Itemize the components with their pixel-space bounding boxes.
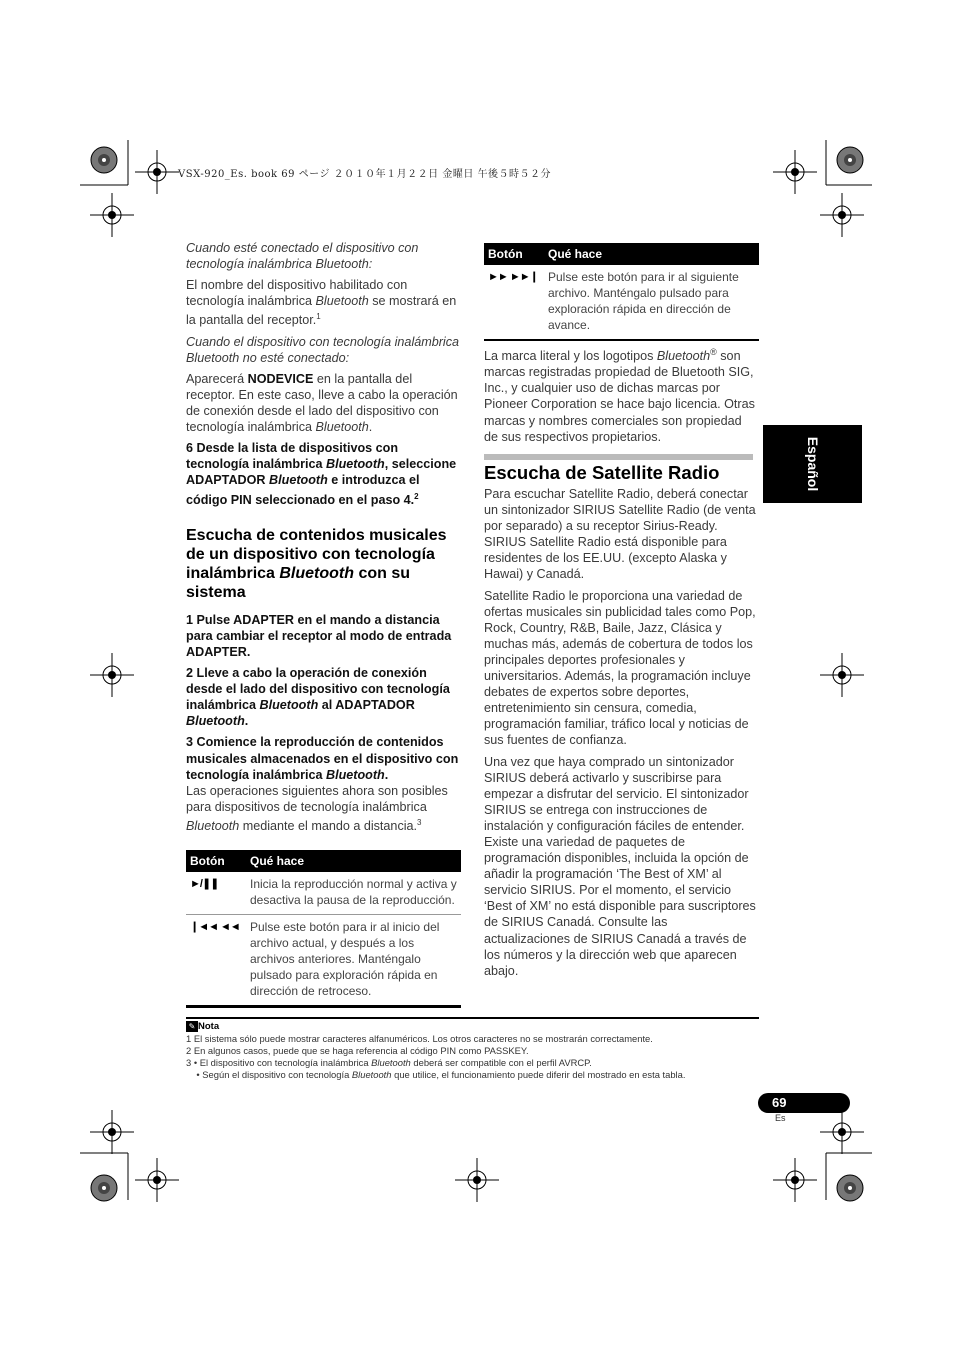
step-6: 6 Desde la lista de dispositivos con tecnología inalámbrica Bluetooth, seleccione ADAPTADOR Bluetooth e introduzca el código PIN seleccionado en el paso 4.$^2$ <box>186 441 457 507</box>
left-column <box>186 240 464 839</box>
satellite-paragraph-3: Una vez que haya comprado un sintonizador SIRIUS deberá activarlo y suscribirse para empezar a disfrutar del servicio. El sintonizador SIRIUS se entrega con instrucciones de instalación y configuración fáciles de entender. Existe una variedad de paquetes de programación disponibles, incluida la opción de añadir la programación ‘The Best of XM’ al servicio SIRIUS. Por el momento, el servicio ‘Best of XM’ no está disponible para suscriptores de SIRIUS Canadá. Consulte las actualizaciones de SIRIUS Canadá a través de los números y la dirección web que aparecen abajo. <box>484 754 756 978</box>
note-pencil-icon: ✎ <box>186 1021 198 1032</box>
satellite-paragraph-2: Satellite Radio le proporciona una variedad de ofertas musicales sin publicidad tales como Pop, Rock, Country, R&B, Baile, Jazz, Clásica y muchas más, además de cobertura de todos los principales deportes profesionales y universitarios. Además, la programación incluye debates de expertos sobre deportes, entretenimiento sin censura, comedia, programación familiar, tráfico local y noticias de sus fuentes de confianza. <box>484 588 756 748</box>
notes-title: ✎ Nota <box>186 1021 761 1033</box>
satellite-paragraph-1: Para escuchar Satellite Radio, deberá conectar un sintonizador SIRIUS Satellite Radio (de venta por separado) a su receptor Sirius-Ready. SIRIUS Satellite Radio está disponible para residentes de los EE.UU. (excepto Alaska y Hawai) y Canadá. <box>484 487 756 582</box>
page-lang: Es <box>775 1113 786 1123</box>
step-3: 3 Comience la reproducción de contenidos musicales almacenados en el dispositivo con tecnología inalámbrica Bluetooth. <box>186 735 459 782</box>
table-header-button: Botón <box>186 850 246 872</box>
play-pause-icon: ►/❚❚ <box>186 872 246 915</box>
table-row: ►/❚❚ Inicia la reproducción normal y activa y desactiva la pausa de la reproducción. <box>186 872 461 915</box>
table-header-button: Botón <box>484 243 544 265</box>
note-1: 1 El sistema sólo puede mostrar caracteres alfanuméricos. Los otros caracteres no se mostrarán correctamente. <box>186 1033 653 1045</box>
heading-rule <box>484 454 753 460</box>
step-2: 2 Lleve a cabo la operación de conexión desde el lado del dispositivo con tecnología inalámbrica Bluetooth al ADAPTADOR Bluetooth. <box>186 666 450 729</box>
note-3: 3 • El dispositivo con tecnología inalámbrica Bluetooth deberá ser compatible con el perfil AVRCP. <box>186 1057 592 1069</box>
notes-section <box>186 1018 761 1081</box>
right-button-table <box>484 243 759 341</box>
section-heading-bluetooth: Escucha de contenidos musicales de un dispositivo con tecnología inalámbrica Bluetooth con su sistema <box>186 526 447 601</box>
trademark-text: La marca literal y los logotipos Bluetooth® son marcas registradas propiedad de Bluetooth SIG, Inc., y cualquier uso de dichas marcas por Pioneer Corporation se hace bajo licencia. Otras marcas y nombres comerciales son propiedad de sus respectivos propietarios. <box>484 347 755 444</box>
not-connected-text: Aparecerá NODEVICE en la pantalla del receptor. En este caso, lleve a cabo la operación de conexión desde el lado del dispositivo con tecnología inalámbrica Bluetooth. <box>186 371 458 435</box>
satellite-section <box>484 462 756 984</box>
table-row: ❙◄◄ ◄◄ Pulse este botón para ir al inicio del archivo actual, y después a los archivos anteriores. Manténgalo pulsado para exploración rápida en dirección de retroceso. <box>186 915 461 1007</box>
left-button-table <box>186 850 461 1008</box>
operations-text: Las operaciones siguientes ahora son posibles para dispositivos de tecnología inalámbrica Bluetooth mediante el mando a distancia.$^3$ <box>186 783 448 834</box>
connected-text: El nombre del dispositivo habilitado con tecnología inalámbrica Bluetooth se mostrará en la pantalla del receptor.$^1$ <box>186 278 457 328</box>
page-number-badge: 69 <box>758 1093 850 1113</box>
next-forward-icon: ►► ►►❙ <box>484 265 544 340</box>
note-2: 2 En algunos casos, puede que se haga referencia al código PIN como PASSKEY. <box>186 1045 529 1057</box>
step-1: 1 Pulse ADAPTER en el mando a distancia para cambiar el receptor al modo de entrada ADAPTER. <box>186 612 452 659</box>
connected-heading: Cuando esté conectado el dispositivo con tecnología inalámbrica Bluetooth: <box>186 241 419 272</box>
satellite-heading: Escucha de Satellite Radio <box>484 462 720 483</box>
table-header-action: Qué hace <box>544 243 759 265</box>
book-header-line: VSX-920_Es. book 69 ページ ２０１０年１月２２日 金曜日 午後５時５２分 <box>178 169 552 180</box>
language-tab: Español <box>763 425 862 503</box>
right-column <box>484 344 756 450</box>
table-row: ►► ►►❙ Pulse este botón para ir al siguiente archivo. Manténgalo pulsado para exploración rápida en dirección de avance. <box>484 265 759 340</box>
table-header-action: Qué hace <box>246 850 461 872</box>
previous-rewind-icon: ❙◄◄ ◄◄ <box>186 915 246 1007</box>
not-connected-heading: Cuando el dispositivo con tecnología inalámbrica Bluetooth no esté conectado: <box>186 334 460 365</box>
note-4: • Según el dispositivo con tecnología Bluetooth que utilice, el funcionamiento puede diferir del mostrado en esta tabla. <box>186 1069 686 1081</box>
